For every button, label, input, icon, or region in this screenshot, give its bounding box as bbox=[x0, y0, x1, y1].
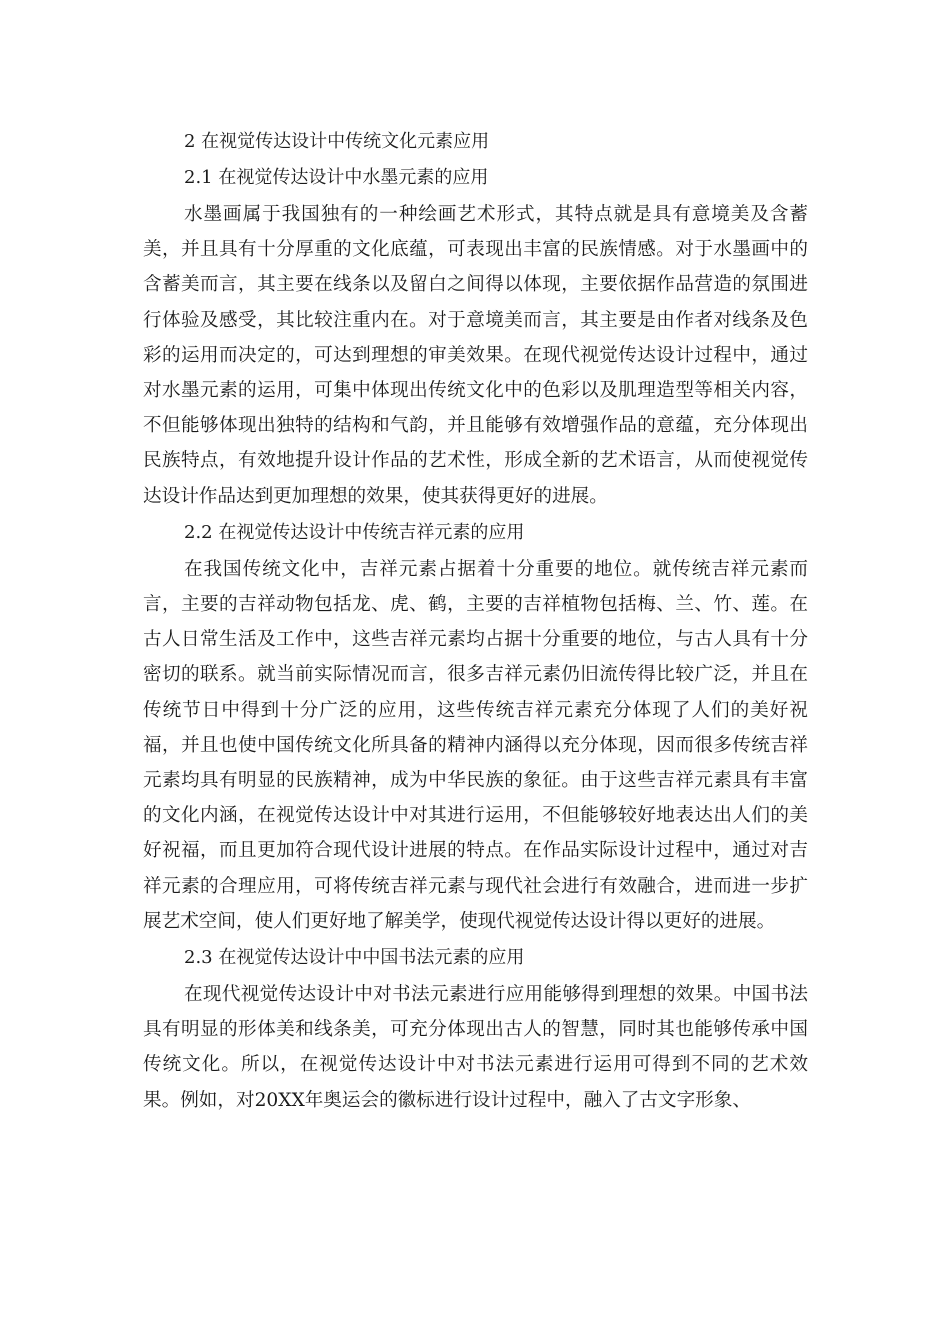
document-body bbox=[143, 125, 808, 1118]
section-paragraph-2-2: 在我国传统文化中，吉祥元素占据着十分重要的地位。就传统吉祥元素而言，主要的吉祥动物包括龙、虎、鹤，主要的吉祥植物包括梅、兰、竹、莲。在古人日常生活及工作中，这些吉祥元素均占据十分重要的地位，与古人具有十分密切的联系。就当前实际情况而言，很多吉祥元素仍旧流传得比较广泛，并且在传统节日中得到十分广泛的应用，这些传统吉祥元素充分体现了人们的美好祝福，并且也使中国传统文化所具备的精神内涵得以充分体现，因而很多传统吉祥元素均具有明显的民族精神，成为中华民族的象征。由于这些吉祥元素具有丰富的文化内涵，在视觉传达设计中对其进行运用，不但能够较好地表达出人们的美好祝福，而且更加符合现代设计进展的特点。在作品实际设计过程中，通过对吉祥元素的合理应用，可将传统吉祥元素与现代社会进行有效融合，进而进一步扩展艺术空间，使人们更好地了解美学，使现代视觉传达设计得以更好的进展。 bbox=[143, 558, 808, 932]
section-heading-2-1: 2.1 在视觉传达设计中水墨元素的应用 bbox=[184, 167, 489, 188]
section-heading-2: 2 在视觉传达设计中传统文化元素应用 bbox=[184, 131, 490, 152]
section-heading-2-2: 2.2 在视觉传达设计中传统吉祥元素的应用 bbox=[184, 521, 525, 543]
section-heading-2-3: 2.3 在视觉传达设计中中国书法元素的应用 bbox=[184, 947, 525, 969]
section-paragraph-2-3: 在现代视觉传达设计中对书法元素进行应用能够得到理想的效果。中国书法具有明显的形体美和线条美，可充分体现出古人的智慧，同时其也能够传承中国传统文化。所以，在视觉传达设计中对书法元素进行运用可得到不同的艺术效果。例如，对20XX年奥运会的徽标进行设计过程中，融入了古文字形象、 bbox=[143, 984, 808, 1111]
section-paragraph-2-1: 水墨画属于我国独有的一种绘画艺术形式，其特点就是具有意境美及含蓄美，并且具有十分厚重的文化底蕴，可表现出丰富的民族情感。对于水墨画中的含蓄美而言，其主要在线条以及留白之间得以体现，主要依据作品营造的氛围进行体验及感受，其比较注重内在。对于意境美而言，其主要是由作者对线条及色彩的运用而决定的，可达到理想的审美效果。在现代视觉传达设计过程中，通过对水墨元素的运用，可集中体现出传统文化中的色彩以及肌理造型等相关内容，不但能够体现出独特的结构和气韵，并且能够有效增强作品的意蕴，充分体现出民族特点，有效地提升设计作品的艺术性，形成全新的艺术语言，从而使视觉传达设计作品达到更加理想的效果，使其获得更好的进展。 bbox=[143, 204, 808, 507]
